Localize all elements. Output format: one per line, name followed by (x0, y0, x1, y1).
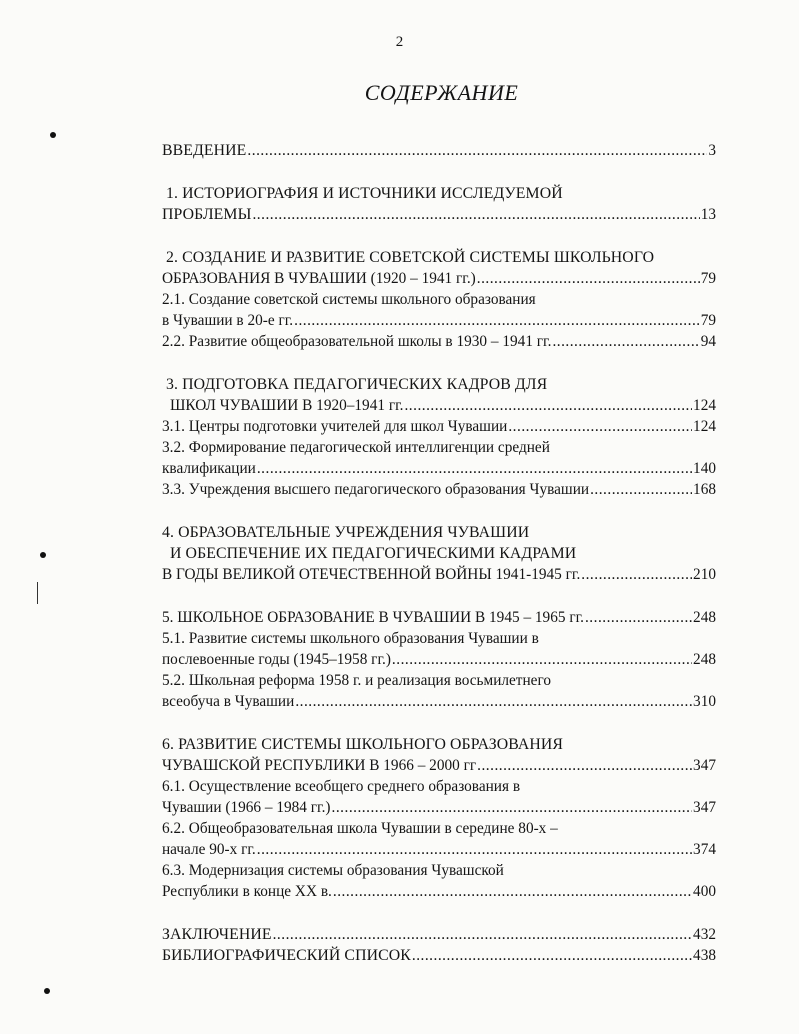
toc-entry (162, 734, 716, 755)
toc-entry (162, 437, 716, 458)
toc-entry-page: 124 (693, 418, 716, 435)
toc-entry-page: 438 (693, 947, 716, 964)
toc-entry-page: 79 (700, 270, 716, 287)
toc-entry (162, 776, 716, 797)
toc-entry-title: ВВЕДЕНИЕ (162, 142, 247, 159)
toc-entry-page: 79 (700, 312, 716, 329)
toc-entry-title: 3. ПОДГОТОВКА ПЕДАГОГИЧЕСКИХ КАДРОВ ДЛЯ (166, 376, 548, 393)
toc-leader-dots (257, 458, 692, 479)
toc-entry (162, 691, 716, 712)
toc-entry-title: 3.1. Центры подготовки учителей для школ Чувашии (162, 418, 508, 435)
toc-entry-title: БИБЛИОГРАФИЧЕСКИЙ СПИСОК (162, 947, 411, 964)
toc-entry (162, 607, 716, 628)
toc-leader-dots (333, 881, 692, 902)
toc-entry (162, 458, 716, 479)
toc-entry (162, 564, 716, 585)
toc-entry-page: 432 (693, 926, 716, 943)
toc-entry-title: ЧУВАШСКОЙ РЕСПУБЛИКИ В 1966 – 2000 гг (162, 757, 477, 774)
scan-speck (44, 988, 50, 994)
toc-entry-title: 5.2. Школьная реформа 1958 г. и реализация восьмилетнего (162, 672, 552, 689)
toc-section (162, 140, 716, 161)
toc-entry-page: 94 (700, 333, 716, 350)
toc-entry-page: 168 (693, 481, 716, 498)
toc-entry-title: всеобуча в Чувашии (162, 693, 295, 710)
toc-entry (162, 945, 716, 966)
toc-entry-title: в Чувашии в 20-е гг. (162, 312, 294, 329)
toc-entry-title: 4. ОБРАЗОВАТЕЛЬНЫЕ УЧРЕЖДЕНИЯ ЧУВАШИИ (162, 524, 530, 541)
toc-entry (162, 289, 716, 310)
toc-entry (162, 543, 716, 564)
toc-section (162, 183, 716, 225)
page-number: 2 (395, 34, 404, 50)
toc-entry-title: 3.3. Учреждения высшего педагогического образования Чувашии (162, 481, 590, 498)
toc-entry (162, 839, 716, 860)
toc-entry-title: 2. СОЗДАНИЕ И РАЗВИТИЕ СОВЕТСКОЙ СИСТЕМЫ ШКОЛЬНОГО (166, 249, 655, 266)
toc-entry-page: 248 (693, 651, 716, 668)
toc-entry-page: 347 (693, 799, 716, 816)
toc-entry-title: 6.2. Общеобразовательная школа Чувашии в середине 80-х – (162, 820, 558, 837)
toc-entry (162, 183, 716, 204)
toc-entry-title: Республики в конце XX в. (162, 883, 332, 900)
toc-entry-page: 13 (700, 206, 716, 223)
page-title: СОДЕРЖАНИЕ (364, 80, 519, 105)
toc-leader-dots (247, 140, 707, 161)
table-of-contents (162, 140, 716, 988)
toc-entry-title: 2.2. Развитие общеобразовательной школы в 1930 – 1941 гг. (162, 333, 552, 350)
toc-entry (162, 522, 716, 543)
toc-leader-dots (412, 945, 692, 966)
toc-entry (162, 628, 716, 649)
toc-leader-dots (273, 924, 692, 945)
toc-entry (162, 204, 716, 225)
toc-entry-title: 3.2. Формирование педагогической интеллигенции средней (162, 439, 550, 456)
toc-leader-dots (477, 268, 700, 289)
toc-section (162, 247, 716, 352)
toc-entry-title: И ОБЕСПЕЧЕНИЕ ИХ ПЕДАГОГИЧЕСКИМИ КАДРАМИ (170, 545, 577, 562)
toc-entry-page: 210 (693, 566, 716, 583)
toc-entry-title: Чувашии (1966 – 1984 гг.) (162, 799, 331, 816)
toc-leader-dots (257, 839, 692, 860)
toc-entry (162, 479, 716, 500)
toc-entry-title: 2.1. Создание советской системы школьного образования (162, 291, 536, 308)
toc-leader-dots (404, 395, 692, 416)
toc-entry-page: 248 (693, 609, 716, 626)
toc-entry (162, 818, 716, 839)
toc-leader-dots (252, 204, 699, 225)
toc-entry-title: ПРОБЛЕМЫ (162, 206, 252, 223)
toc-leader-dots (590, 479, 692, 500)
toc-entry-page: 374 (693, 841, 716, 858)
toc-entry (162, 881, 716, 902)
toc-entry-title: В ГОДЫ ВЕЛИКОЙ ОТЕЧЕСТВЕННОЙ ВОЙНЫ 1941-1945 гг. (162, 566, 581, 583)
toc-entry-title: 5. ШКОЛЬНОЕ ОБРАЗОВАНИЕ В ЧУВАШИИ В 1945 – 1965 гг. (162, 609, 584, 626)
toc-entry (162, 797, 716, 818)
toc-entry (162, 331, 716, 352)
toc-entry (162, 416, 716, 437)
scan-speck (40, 552, 46, 558)
toc-leader-dots (581, 564, 692, 585)
toc-leader-dots (295, 691, 692, 712)
toc-entry-title: 6. РАЗВИТИЕ СИСТЕМЫ ШКОЛЬНОГО ОБРАЗОВАНИЯ (162, 736, 564, 753)
toc-entry-title: 1. ИСТОРИОГРАФИЯ И ИСТОЧНИКИ ИССЛЕДУЕМОЙ (166, 185, 563, 202)
toc-entry (162, 140, 716, 161)
toc-entry (162, 755, 716, 776)
toc-section (162, 607, 716, 712)
toc-entry-title: начале 90-х гг. (162, 841, 256, 858)
toc-leader-dots (477, 755, 692, 776)
toc-section (162, 924, 716, 966)
toc-entry-page: 3 (708, 142, 716, 159)
toc-entry-page: 124 (693, 397, 716, 414)
toc-entry (162, 395, 716, 416)
toc-entry-title: ЗАКЛЮЧЕНИЕ (162, 926, 272, 943)
toc-section (162, 522, 716, 585)
toc-leader-dots (294, 310, 700, 331)
toc-section (162, 734, 716, 902)
scan-speck (50, 132, 56, 138)
toc-leader-dots (508, 416, 692, 437)
toc-leader-dots (552, 331, 699, 352)
toc-entry (162, 268, 716, 289)
toc-entry (162, 310, 716, 331)
toc-entry-title: квалификации (162, 460, 256, 477)
toc-entry (162, 670, 716, 691)
toc-leader-dots (332, 797, 693, 818)
toc-entry-title: ШКОЛ ЧУВАШИИ В 1920–1941 гг. (170, 397, 404, 414)
toc-leader-dots (585, 607, 692, 628)
toc-entry (162, 860, 716, 881)
toc-entry-title: 5.1. Развитие системы школьного образования Чувашии в (162, 630, 539, 647)
toc-entry-page: 140 (693, 460, 716, 477)
toc-entry (162, 374, 716, 395)
toc-entry-title: послевоенные годы (1945–1958 гг.) (162, 651, 391, 668)
toc-entry-page: 347 (693, 757, 716, 774)
toc-leader-dots (392, 649, 692, 670)
toc-entry (162, 247, 716, 268)
toc-entry-title: 6.3. Модернизация системы образования Чувашской (162, 862, 504, 879)
toc-section (162, 374, 716, 500)
toc-entry-page: 310 (693, 693, 716, 710)
scan-mark (37, 582, 38, 604)
toc-entry-title: 6.1. Осуществление всеобщего среднего образования в (162, 778, 521, 795)
toc-entry (162, 649, 716, 670)
toc-entry-title: ОБРАЗОВАНИЯ В ЧУВАШИИ (1920 – 1941 гг.) (162, 270, 476, 287)
toc-entry (162, 924, 716, 945)
toc-entry-page: 400 (693, 883, 716, 900)
